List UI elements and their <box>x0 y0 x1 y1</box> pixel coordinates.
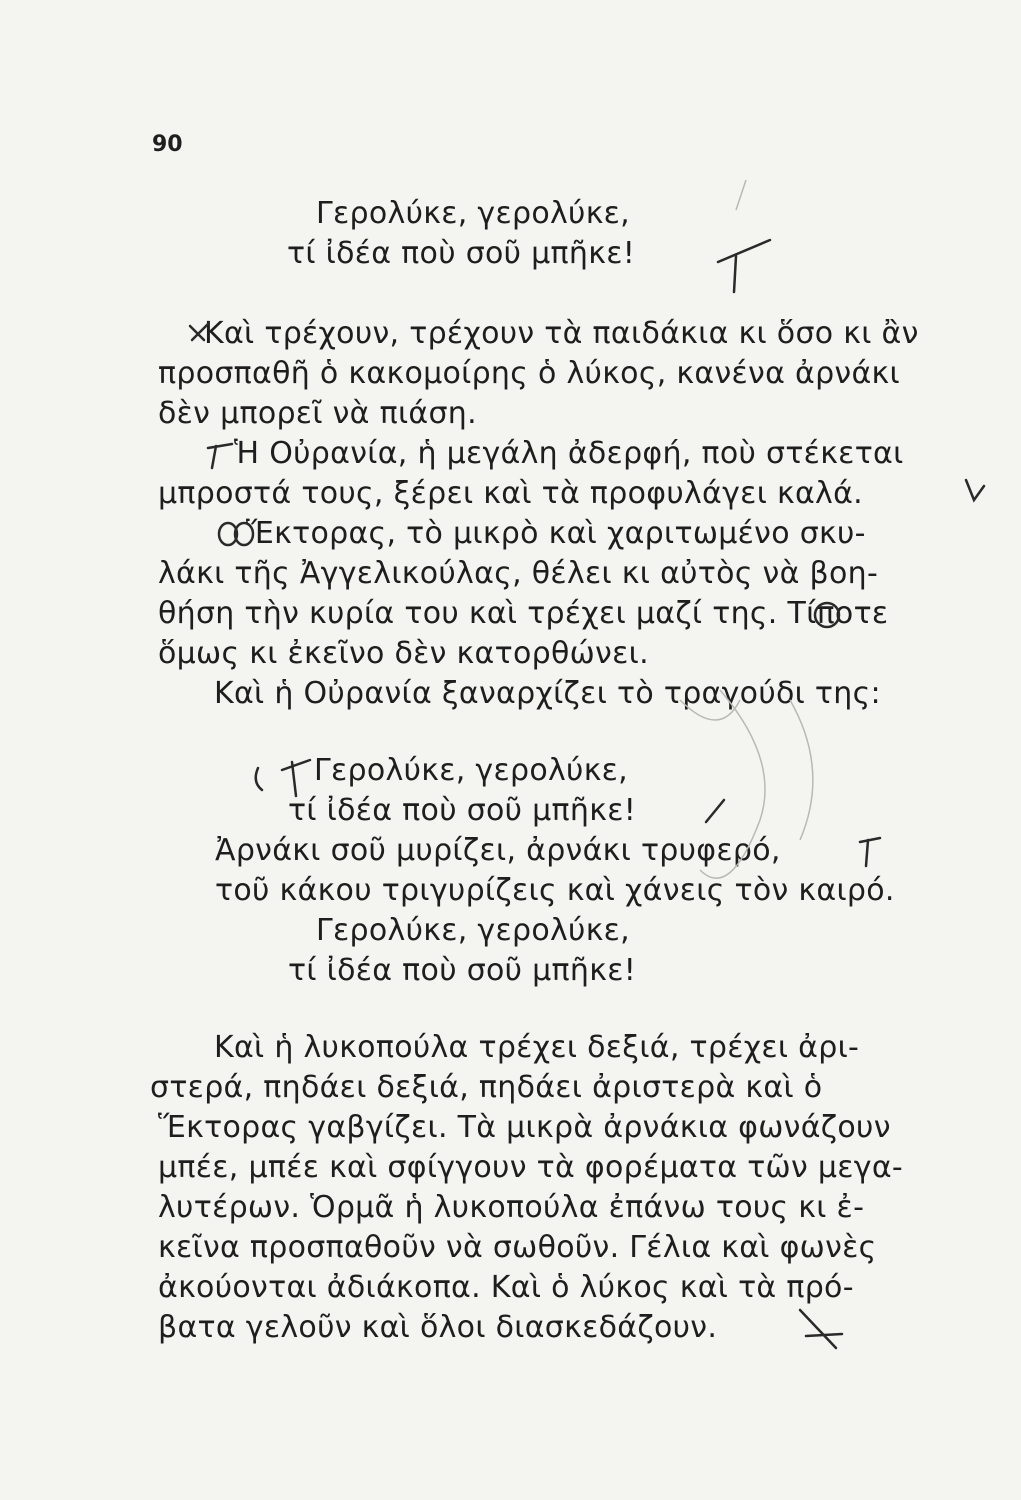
page-number: 90 <box>152 132 183 157</box>
pen-mark <box>282 760 310 796</box>
paragraph-line: βατα γελοῦν καὶ ὅλοι διασκεδάζουν. <box>158 1310 718 1345</box>
paragraph-line: προσπαθῆ ὁ κακομοίρης ὁ λύκος, κανένα ἀρνάκι <box>158 356 900 391</box>
verse-line: τοῦ κάκου τριγυρίζεις καὶ χάνεις τὸν καιρό. <box>215 873 895 908</box>
verse-line: τί ἰδέα ποὺ σοῦ μπῆκε! <box>288 793 637 828</box>
pen-mark <box>734 256 736 292</box>
paragraph-line: Ἕκτορας γαβγίζει. Τὰ μικρὰ ἀρνάκια φωνάζουν <box>158 1110 891 1145</box>
pen-mark <box>860 838 880 866</box>
pen-mark <box>208 444 232 468</box>
pen-mark <box>718 240 770 262</box>
pen-mark <box>706 800 724 822</box>
pen-mark <box>806 1334 842 1336</box>
paragraph-line: Καὶ ἡ Οὐρανία ξαναρχίζει τὸ τραγούδι της: <box>214 676 881 711</box>
pencil-mark <box>736 180 746 210</box>
paragraph-line: θήση τὴν κυρία του καὶ τρέχει μαζί της. Τίποτε <box>158 596 889 631</box>
verse-line: Ἀρνάκι σοῦ μυρίζει, ἀρνάκι τρυφερό, <box>215 833 781 868</box>
verse-line: Γερολύκε, γερολύκε, <box>314 753 629 788</box>
paragraph-line: στερά, πηδάει δεξιά, πηδάει ἀριστερὰ καὶ ὁ <box>150 1070 823 1105</box>
pencil-mark <box>790 700 813 840</box>
paragraph-line: λυτέρων. Ὁρμᾶ ἡ λυκοπούλα ἐπάνω τους κι ἐ- <box>158 1190 865 1225</box>
verse-line: Γερολύκε, γερολύκε, <box>316 196 631 231</box>
paragraph-line: Καὶ τρέχουν, τρέχουν τὰ παιδάκια κι ὅσο κι ἂν <box>204 316 919 351</box>
verse-line: τί ἰδέα ποὺ σοῦ μπῆκε! <box>287 236 636 271</box>
paragraph-line: δὲν μπορεῖ νὰ πιάση. <box>158 396 477 431</box>
pen-mark <box>219 523 237 545</box>
pen-mark <box>256 768 262 790</box>
paragraph-line: μπέε, μπέε καὶ σφίγγουν τὰ φορέματα τῶν μεγα- <box>158 1150 904 1185</box>
pen-mark <box>966 480 984 500</box>
pen-mark <box>800 1310 836 1348</box>
paragraph-line: ὅμως κι ἐκεῖνο δὲν κατορθώνει. <box>158 636 649 671</box>
paragraph-line: ἀκούονται ἀδιάκοπα. Καὶ ὁ λύκος καὶ τὰ πρό- <box>158 1270 854 1305</box>
paragraph-line: Καὶ ἡ λυκοπούλα τρέχει δεξιά, τρέχει ἀρι- <box>214 1030 860 1065</box>
paragraph-line: Ἕκτορας, τὸ μικρὸ καὶ χαριτωμένο σκυ- <box>246 516 866 551</box>
paragraph-line: λάκι τῆς Ἀγγελικούλας, θέλει κι αὐτὸς νὰ βοη- <box>158 556 879 591</box>
verse-line: Γερολύκε, γερολύκε, <box>316 913 631 948</box>
paragraph-line: Ἡ Οὐρανία, ἡ μεγάλη ἀδερφή, ποὺ στέκεται <box>234 436 904 471</box>
paragraph-line: μπροστά τους, ξέρει καὶ τὰ προφυλάγει καλά. <box>158 476 864 511</box>
verse-line: τί ἰδέα ποὺ σοῦ μπῆκε! <box>288 953 637 988</box>
paragraph-line: κεῖνα προσπαθοῦν νὰ σωθοῦν. Γέλια καὶ φωνὲς <box>158 1230 877 1265</box>
